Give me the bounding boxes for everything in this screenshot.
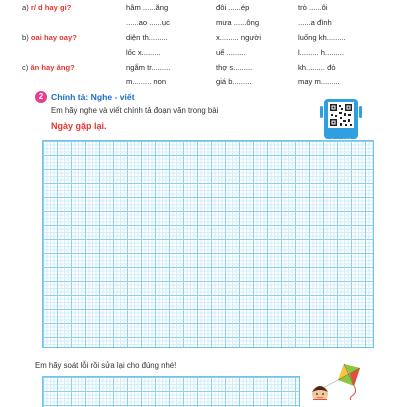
- exercise-b-item[interactable]: uể .........: [216, 48, 246, 57]
- kite-illustration: [300, 358, 400, 400]
- exercise-c-item[interactable]: ngắm tr.........: [126, 63, 171, 72]
- exercise-a-item[interactable]: trò ......ôi: [298, 3, 328, 12]
- qr-code-icon: [324, 99, 358, 133]
- dictation-writing-grid[interactable]: [42, 140, 374, 348]
- correction-writing-grid[interactable]: [42, 376, 300, 407]
- exercise-b-item[interactable]: luống kh.........: [298, 33, 346, 42]
- review-instruction: Em hãy soát lỗi rồi sửa lại cho đúng nhé!: [35, 361, 177, 370]
- section-instruction: Em hãy nghe và viết chính tả đoạn văn trong bài: [51, 106, 219, 115]
- exercise-c-item[interactable]: thợ s.........: [216, 63, 253, 72]
- exercise-c-label: ăn hay ăng?: [30, 63, 75, 72]
- exercise-b-label: oai hay oay?: [30, 33, 77, 42]
- exercise-c-heading: [22, 63, 75, 73]
- exercise-c-item[interactable]: may m.........: [298, 77, 340, 86]
- exercise-a-label: r/ d hay gi?: [30, 3, 72, 12]
- exercise-a-item[interactable]: đôi ......ép: [216, 3, 250, 12]
- qr-code-badge[interactable]: [324, 99, 358, 139]
- section-title: Chính tả: Nghe - viết: [51, 92, 135, 102]
- section-number-badge: 2: [35, 91, 47, 103]
- exercise-b-heading: [22, 33, 77, 43]
- exercise-a-item[interactable]: ......ao ......ục: [126, 18, 170, 27]
- exercise-b-prefix: b): [22, 33, 31, 42]
- exercise-c-item[interactable]: kh......... đỏ: [298, 63, 336, 72]
- exercise-a-item[interactable]: mưa ......ông: [216, 18, 260, 27]
- headphone-left-icon: [320, 106, 323, 118]
- exercise-b-item[interactable]: lốc x.........: [126, 48, 161, 57]
- poem-title: Ngày gặp lại.: [51, 121, 107, 131]
- exercise-b-item[interactable]: x......... người: [216, 33, 262, 42]
- exercise-a-item[interactable]: ......a đình: [298, 18, 332, 27]
- exercise-c-item[interactable]: giá b.........: [216, 77, 252, 86]
- headphone-right-icon: [359, 106, 362, 118]
- exercise-c-prefix: c): [22, 63, 31, 72]
- exercise-c-item[interactable]: m......... non: [126, 77, 167, 86]
- exercise-b-item[interactable]: diện th.........: [126, 33, 168, 42]
- exercise-a-heading: [22, 3, 71, 13]
- exercise-a-prefix: a): [22, 3, 31, 12]
- exercise-a-item[interactable]: hâm ......ăng: [126, 3, 169, 12]
- exercise-b-item[interactable]: l......... h.........: [298, 48, 344, 57]
